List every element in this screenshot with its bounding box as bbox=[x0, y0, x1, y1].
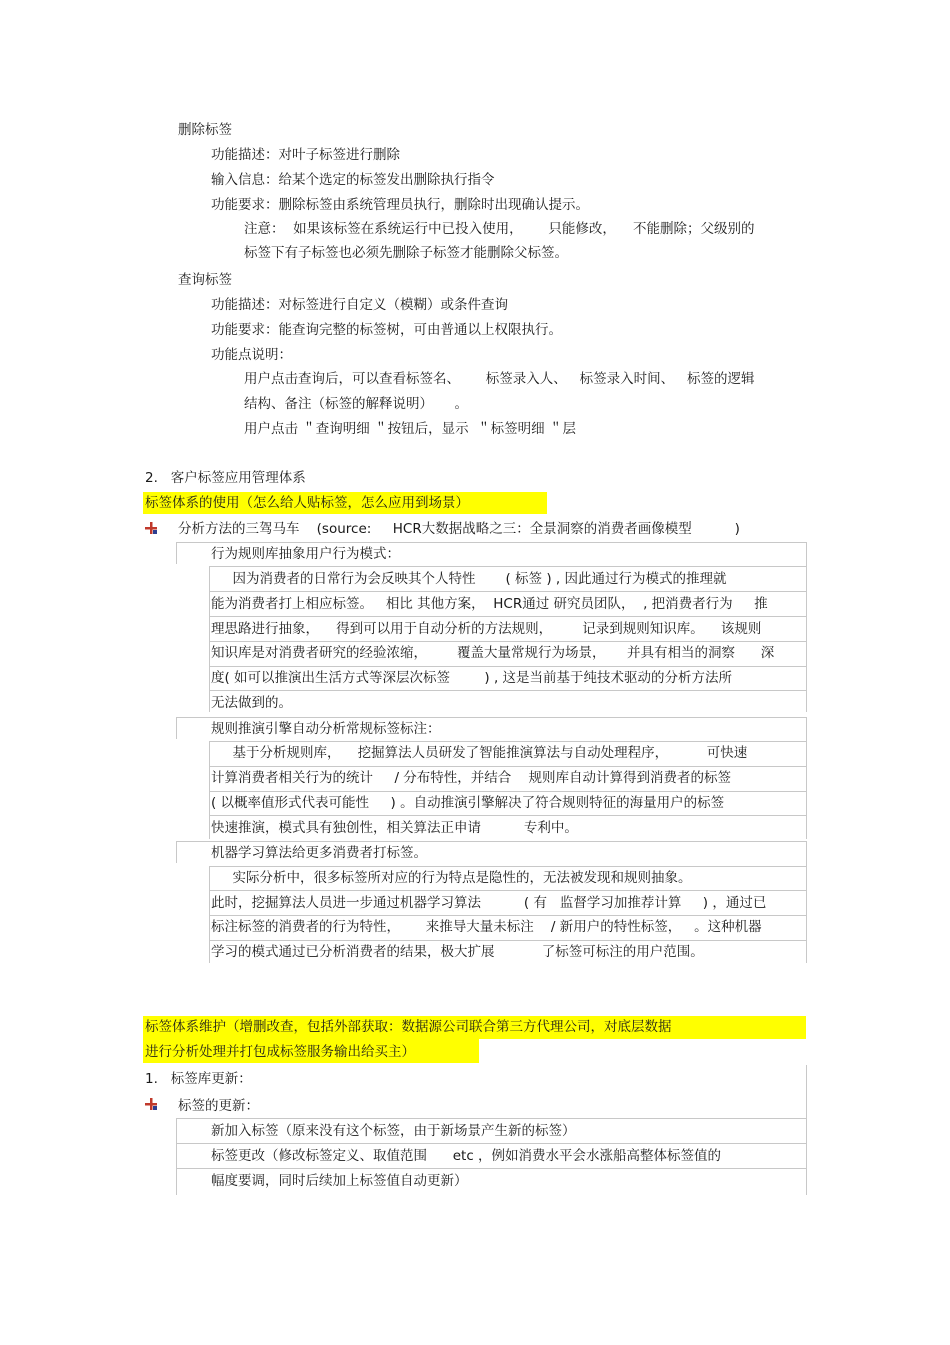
divider bbox=[176, 1143, 806, 1144]
section-title-query: 查询标签 bbox=[178, 272, 232, 288]
method2-line: 计算消费者相关行为的统计 / 分布特性，并结合 规则库自动计算得到消费者的标签 bbox=[211, 770, 731, 786]
divider bbox=[209, 666, 806, 667]
divider bbox=[176, 841, 806, 842]
divider bbox=[806, 717, 807, 839]
divider bbox=[209, 566, 806, 567]
divider bbox=[209, 890, 806, 891]
method1-title: 行为规则库抽象用户行为模式： bbox=[211, 546, 400, 562]
divider bbox=[806, 542, 807, 712]
divider bbox=[176, 717, 177, 739]
divider bbox=[209, 741, 210, 839]
bullet-tag-update: 标签的更新： bbox=[178, 1098, 259, 1114]
divider bbox=[176, 1118, 177, 1195]
divider bbox=[176, 542, 806, 543]
query-point-1a: 用户点击查询后，可以查看标签名、 标签录入人、 标签录入时间、 标签的逻辑 bbox=[244, 371, 755, 387]
divider bbox=[209, 690, 806, 691]
highlight-maintenance-1: 标签体系维护（增删改查，包括外部获取：数据源公司联合第三方代理公司，对底层数据 bbox=[145, 1019, 672, 1035]
divider bbox=[806, 841, 807, 963]
divider bbox=[176, 717, 806, 718]
divider bbox=[209, 866, 806, 867]
method1-line: 无法做到的。 bbox=[211, 695, 292, 711]
delete-req: 功能要求：删除标签由系统管理员执行，删除时出现确认提示。 bbox=[211, 197, 589, 213]
delete-input: 输入信息：给某个选定的标签发出删除执行指令 bbox=[211, 172, 495, 188]
item-tag-library-update: 1. 标签库更新： bbox=[145, 1071, 252, 1087]
method3-title: 机器学习算法给更多消费者打标签。 bbox=[211, 845, 427, 861]
method2-line: ( 以概率值形式代表可能性 ) 。自动推演引擎解决了符合规则特征的海量用户的标签 bbox=[211, 795, 725, 811]
divider bbox=[209, 791, 806, 792]
divider bbox=[806, 1065, 807, 1195]
section2-heading: 2. 客户标签应用管理体系 bbox=[145, 470, 306, 486]
method2-line: 快速推演，模式具有独创性，相关算法正申请 专利中。 bbox=[211, 820, 578, 836]
update-new-tag: 新加入标签（原来没有这个标签，由于新场景产生新的标签） bbox=[211, 1123, 576, 1139]
method3-line: 此时，挖掘算法人员进一步通过机器学习算法 ( 有 监督学习加推荐计算 ) ，通过已 bbox=[211, 895, 767, 911]
method1-line: 能为消费者打上相应标签。 相比 其他方案， HCR通过 研究员团队， , 把消费者行为 推 bbox=[211, 596, 768, 612]
bullet-plus-icon bbox=[145, 1098, 157, 1110]
method3-line: 标注标签的消费者的行为特性， 来推导大量未标注 / 新用户的特性标签， 。这种机器 bbox=[211, 919, 762, 935]
method3-line: 实际分析中，很多标签所对应的行为特点是隐性的，无法被发现和规则抽象。 bbox=[211, 870, 692, 886]
divider bbox=[209, 641, 806, 642]
divider bbox=[209, 815, 806, 816]
divider bbox=[209, 766, 806, 767]
divider bbox=[176, 1118, 806, 1119]
query-points: 功能点说明： bbox=[211, 347, 292, 363]
update-modify-tag-cont: 幅度要调，同时后续加上标签值自动更新） bbox=[211, 1173, 468, 1189]
section-title-delete: 删除标签 bbox=[178, 122, 232, 138]
method3-line: 学习的模式通过已分析消费者的结果，极大扩展 了标签可标注的用户范围。 bbox=[211, 944, 704, 960]
divider bbox=[209, 591, 806, 592]
query-point-2: 用户点击 ＂查询明细 ＂按钮后，显示 ＂标签明细 ＂层 bbox=[244, 421, 576, 437]
method2-line: 基于分析规则库， 挖掘算法人员研发了智能推演算法与自动处理程序， 可快速 bbox=[211, 745, 748, 761]
query-point-1b: 结构、备注（标签的解释说明） 。 bbox=[244, 396, 468, 412]
update-modify-tag: 标签更改（修改标签定义、取值范围 etc ，例如消费水平会水涨船高整体标签值的 bbox=[211, 1148, 722, 1164]
divider bbox=[209, 741, 806, 742]
query-req: 功能要求：能查询完整的标签树，可由普通以上权限执行。 bbox=[211, 322, 562, 338]
query-desc: 功能描述：对标签进行自定义（模糊）或条件查询 bbox=[211, 297, 508, 313]
divider bbox=[176, 1168, 806, 1169]
method1-line: 因为消费者的日常行为会反映其个人特性 ( 标签 ) , 因此通过行为模式的推理就 bbox=[211, 571, 727, 587]
method1-line: 度( 如可以推演出生活方式等深层次标签 ) , 这是当前基于纯技术驱动的分析方法所 bbox=[211, 670, 733, 686]
divider bbox=[209, 940, 806, 941]
divider bbox=[209, 616, 806, 617]
bullet-plus-icon bbox=[145, 522, 157, 534]
bullet-analysis-methods: 分析方法的三驾马车 (source: HCR大数据战略之三：全景洞察的消费者画像模型 ) bbox=[178, 521, 740, 537]
delete-note-2: 标签下有子标签也必须先删除子标签才能删除父标签。 bbox=[244, 245, 568, 261]
method1-line: 理思路进行抽象， 得到可以用于自动分析的方法规则， 记录到规则知识库。 该规则 bbox=[211, 621, 762, 637]
method1-line: 知识库是对消费者研究的经验浓缩， 覆盖大量常规行为场景， 并具有相当的洞察 深 bbox=[211, 645, 775, 661]
highlight-usage: 标签体系的使用（怎么给人贴标签，怎么应用到场景） bbox=[145, 495, 469, 511]
highlight-maintenance-2: 进行分析处理并打包成标签服务输出给买主） bbox=[145, 1044, 415, 1060]
method2-title: 规则推演引擎自动分析常规标签标注： bbox=[211, 721, 441, 737]
divider bbox=[176, 841, 177, 863]
delete-desc: 功能描述：对叶子标签进行删除 bbox=[211, 147, 400, 163]
delete-note-1: 注意： 如果该标签在系统运行中已投入使用， 只能修改， 不能删除；父级别的 bbox=[244, 221, 755, 237]
divider bbox=[176, 542, 177, 564]
divider bbox=[209, 915, 806, 916]
